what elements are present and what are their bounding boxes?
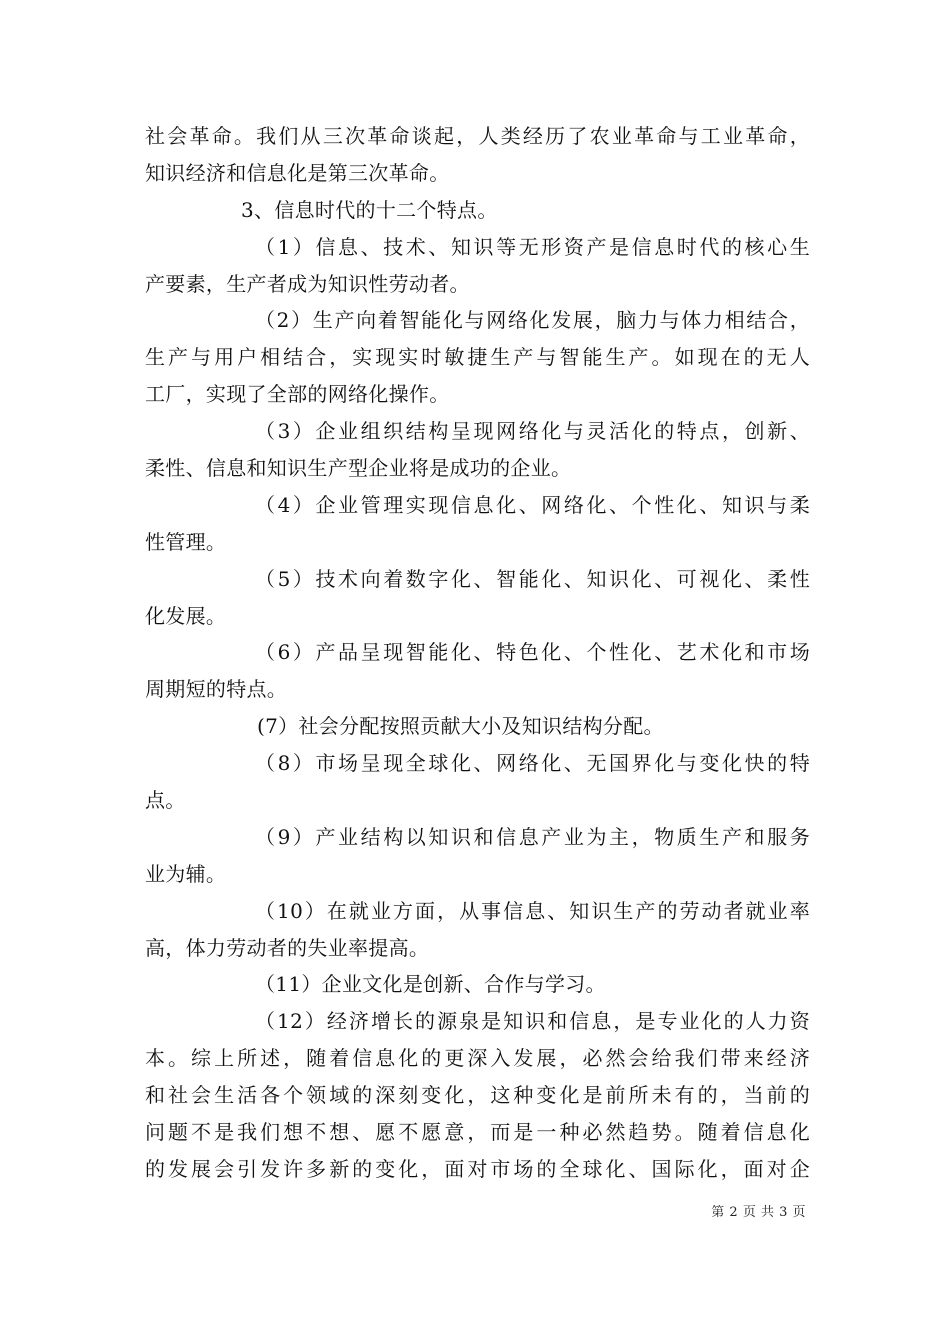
text-line: 化发展。 <box>145 603 227 628</box>
text-line: 工厂，实现了全部的网络化操作。 <box>145 382 450 407</box>
list-item-start: （3）企业组织结构呈现网络化与灵活化的特点，创新、 <box>255 419 810 444</box>
text-line: 业为辅。 <box>145 861 227 886</box>
text-line: 周期短的特点。 <box>145 677 288 702</box>
list-item-start: （6）产品呈现智能化、特色化、个性化、艺术化和市场 <box>255 640 810 665</box>
text-line: 社会革命。我们从三次革命谈起，人类经历了农业革命与工业革命， <box>145 124 810 148</box>
body-text <box>145 118 810 1188</box>
page-number-footer: 第 2 页 共 3 页 <box>711 1205 806 1220</box>
list-item-start: （5）技术向着数字化、智能化、知识化、可视化、柔性 <box>255 566 810 591</box>
list-item-start: （9）产业结构以知识和信息产业为主，物质生产和服务 <box>255 824 810 849</box>
list-item-start: （11）企业文化是创新、合作与学习。 <box>255 972 606 997</box>
text-line: 点。 <box>145 788 186 813</box>
text-line: 柔性、信息和知识生产型企业将是成功的企业。 <box>145 456 572 481</box>
text-line: 本。综上所述，随着信息化的更深入发展，必然会给我们带来经济 <box>145 1046 810 1071</box>
list-item-start: （1）信息、技术、知识等无形资产是信息时代的核心生 <box>255 234 810 259</box>
list-item-start: （12）经济增长的源泉是知识和信息，是专业化的人力资 <box>255 1009 810 1034</box>
text-line: 问题不是我们想不想、愿不愿意，而是一种必然趋势。随着信息化 <box>145 1120 810 1145</box>
text-line: 的发展会引发许多新的变化，面对市场的全球化、国际化，面对企 <box>145 1156 810 1181</box>
text-line: 生产与用户相结合，实现实时敏捷生产与智能生产。如现在的无人 <box>145 345 810 370</box>
list-item-start: （2）生产向着智能化与网络化发展，脑力与体力相结合， <box>255 308 810 333</box>
text-line: 高，体力劳动者的失业率提高。 <box>145 935 430 960</box>
list-item-start: （8）市场呈现全球化、网络化、无国界化与变化快的特 <box>255 751 810 776</box>
list-item-start: (7）社会分配按照贡献大小及知识结构分配。 <box>257 714 664 739</box>
text-line: 性管理。 <box>145 529 227 554</box>
text-line: 和社会生活各个领域的深刻变化，这种变化是前所未有的，当前的 <box>145 1083 810 1108</box>
section-heading: 3、信息时代的十二个特点。 <box>241 197 498 222</box>
text-line: 知识经济和信息化是第三次革命。 <box>145 160 450 185</box>
list-item-start: （4）企业管理实现信息化、网络化、个性化、知识与柔 <box>255 492 810 517</box>
text-line: 产要素，生产者成为知识性劳动者。 <box>145 271 470 296</box>
list-item-start: （10）在就业方面，从事信息、知识生产的劳动者就业率 <box>255 898 810 923</box>
